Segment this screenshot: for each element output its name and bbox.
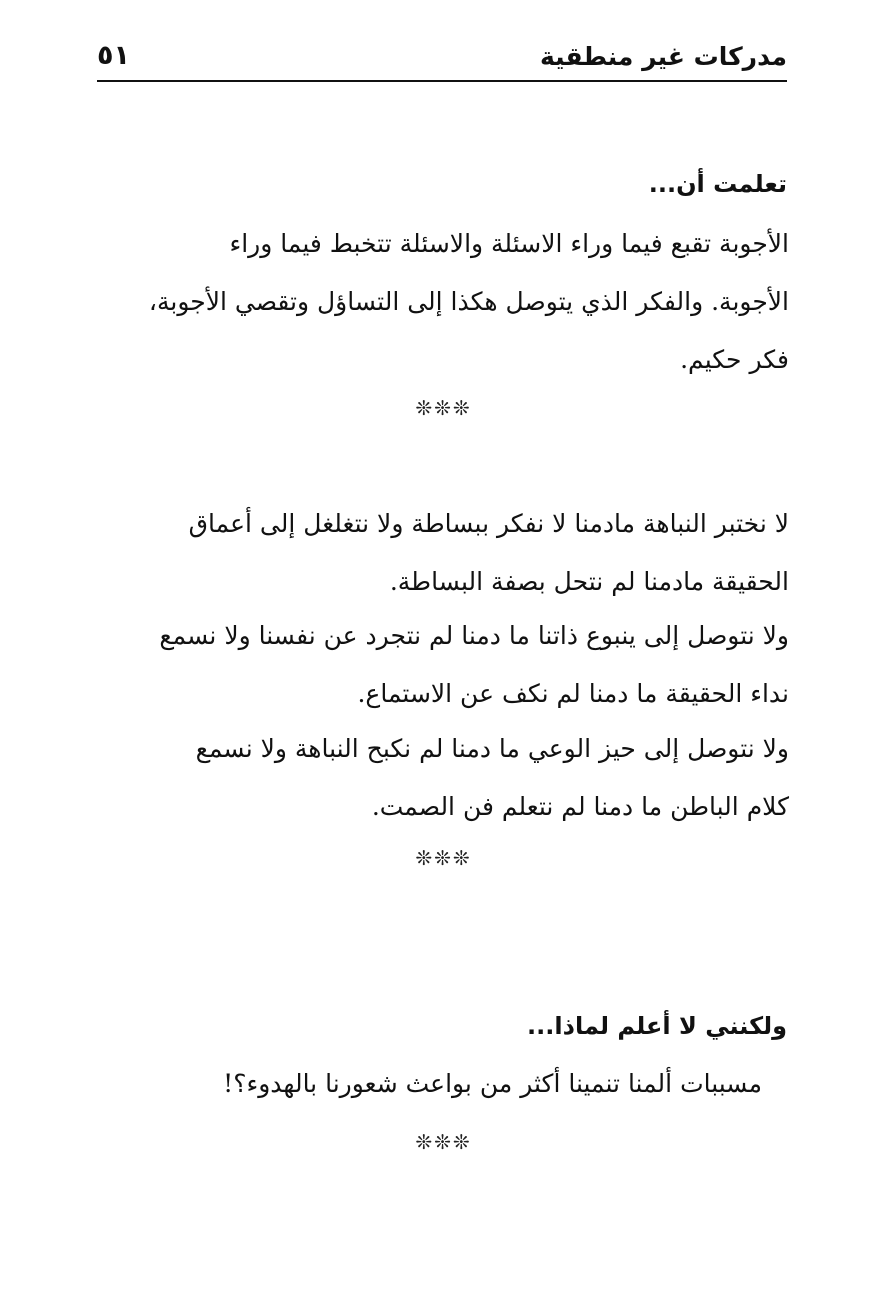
text-line: كلام الباطن ما دمنا لم نتعلم فن الصمت. bbox=[371, 792, 789, 821]
section-divider: ❊❊❊ bbox=[415, 846, 472, 870]
text-line: فكر حكيم. bbox=[680, 345, 789, 374]
text-line: الأجوبة. والفكر الذي يتوصل هكذا إلى التساؤل وتقصي الأجوبة، bbox=[148, 287, 789, 316]
section-heading: تعلمت أن... bbox=[648, 170, 787, 198]
section-divider: ❊❊❊ bbox=[415, 396, 472, 420]
running-title: مدركات غير منطقية bbox=[540, 42, 787, 71]
section-heading: ولكنني لا أعلم لماذا... bbox=[527, 1012, 787, 1040]
paragraph bbox=[223, 1055, 762, 1113]
section-divider: ❊❊❊ bbox=[415, 1130, 472, 1154]
page-number: ٥١ bbox=[97, 40, 130, 71]
text-line: الأجوبة تقبع فيما وراء الاسئلة والاسئلة تتخبط فيما وراء bbox=[229, 229, 789, 258]
text-line: الحقيقة مادمنا لم نتحل بصفة البساطة. bbox=[389, 567, 789, 596]
text-line: ولا نتوصل إلى حيز الوعي ما دمنا لم نكبح النباهة ولا نسمع bbox=[195, 734, 789, 763]
running-header bbox=[97, 40, 787, 82]
paragraph bbox=[97, 607, 789, 723]
paragraph bbox=[97, 215, 789, 389]
text-line: ولا نتوصل إلى ينبوع ذاتنا ما دمنا لم نتجرد عن نفسنا ولا نسمع bbox=[159, 621, 789, 650]
paragraph bbox=[97, 495, 789, 611]
paragraph bbox=[97, 720, 789, 836]
text-line: لا نختبر النباهة مادمنا لا نفكر ببساطة ولا نتغلغل إلى أعماق bbox=[188, 509, 789, 538]
text-line: نداء الحقيقة ما دمنا لم نكف عن الاستماع. bbox=[357, 679, 789, 708]
text-line: مسببات ألمنا تنمينا أكثر من بواعث شعورنا بالهدوء؟! bbox=[223, 1069, 762, 1098]
